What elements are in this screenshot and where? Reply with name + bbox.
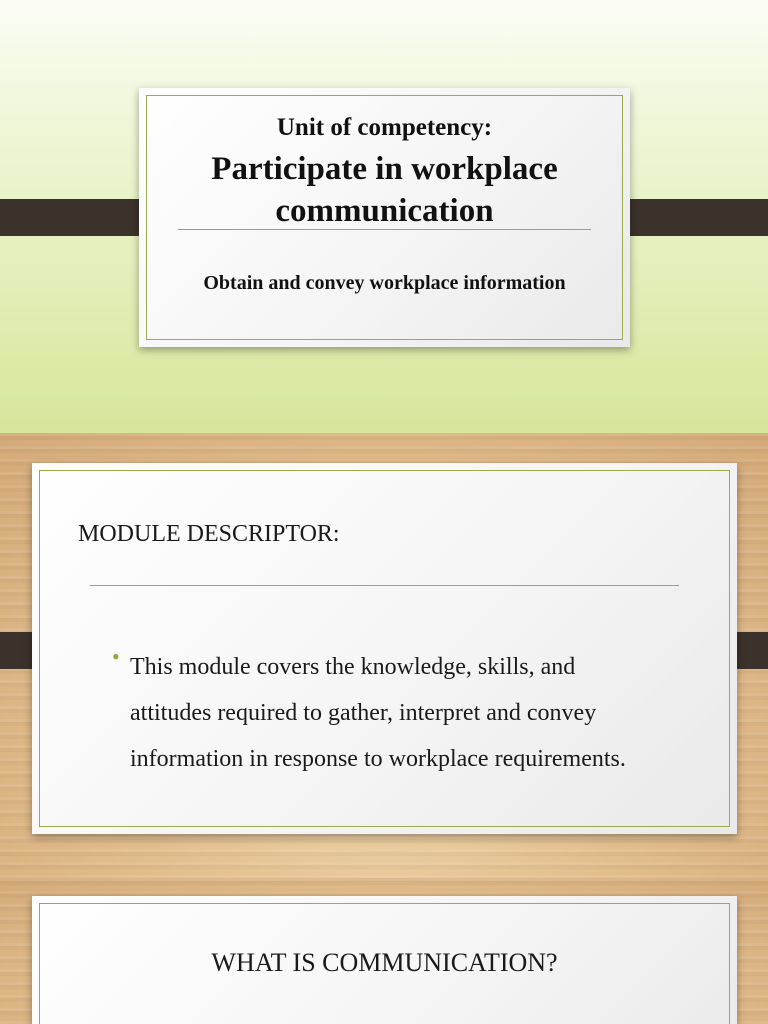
title-divider [178, 229, 591, 230]
slide-title-text [147, 148, 622, 232]
title-card-frame [146, 95, 623, 340]
slide-module-descriptor [0, 433, 768, 878]
communication-card-frame [39, 903, 730, 1024]
descriptor-divider [90, 585, 679, 586]
title-card [139, 88, 630, 347]
descriptor-card [32, 463, 737, 834]
right-decor-bar [613, 199, 768, 236]
descriptor-body: This module covers the knowledge, skills, and attitudes required to gather, interpret and convey information in response to workplace requirements. [130, 654, 626, 772]
communication-heading: WHAT IS COMMUNICATION? [211, 948, 558, 977]
communication-card [32, 896, 737, 1024]
slide-what-is-communication [0, 878, 768, 1024]
unit-label: Unit of competency: [276, 114, 493, 141]
slide-subtitle: Obtain and convey workplace information [203, 272, 566, 294]
left-decor-bar [0, 199, 155, 236]
slide-title [0, 0, 768, 433]
descriptor-heading: MODULE DESCRIPTOR: [78, 521, 340, 547]
title-line: Participate in workplace communication [211, 151, 558, 229]
bullet-marker: • [112, 644, 120, 669]
descriptor-card-frame [39, 470, 730, 827]
